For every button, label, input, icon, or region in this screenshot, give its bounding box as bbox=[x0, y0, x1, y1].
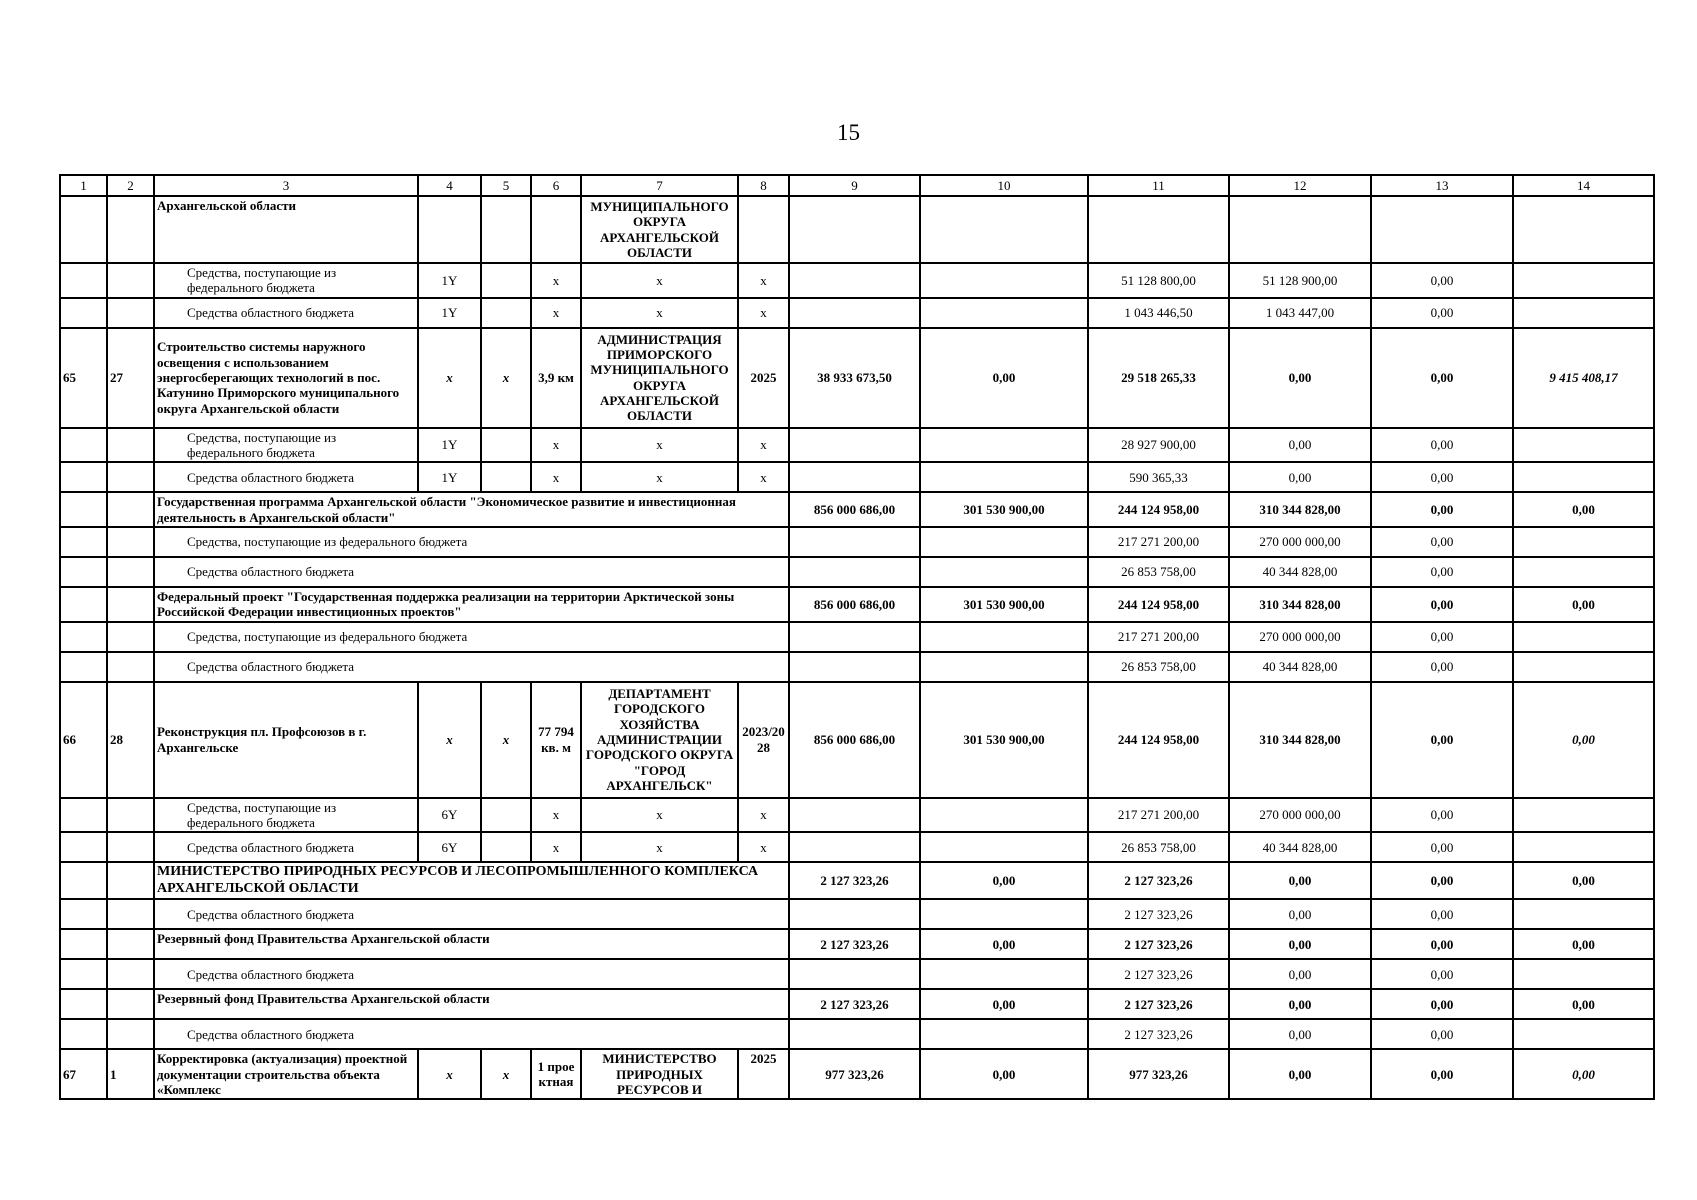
table-cell: 0,00 bbox=[1371, 328, 1513, 428]
table-cell: 2025 bbox=[738, 1049, 789, 1099]
table-cell: x bbox=[481, 1049, 531, 1099]
table-cell: 0,00 bbox=[920, 929, 1088, 959]
table-cell: x bbox=[531, 798, 581, 833]
empty-cell bbox=[920, 1019, 1088, 1049]
table-cell: 310 344 828,00 bbox=[1229, 682, 1371, 798]
col-header: 4 bbox=[418, 175, 481, 196]
empty-cell bbox=[920, 298, 1088, 328]
object-name: Реконструкция пл. Профсоюзов в г. Архангельске bbox=[154, 682, 418, 798]
empty-cell bbox=[107, 557, 154, 587]
empty-cell bbox=[60, 929, 107, 959]
table-cell: x bbox=[738, 798, 789, 833]
table-cell: 244 124 958,00 bbox=[1088, 587, 1229, 622]
table-cell: x bbox=[738, 298, 789, 328]
table-cell: 977 323,26 bbox=[1088, 1049, 1229, 1099]
row-number: 66 bbox=[60, 682, 107, 798]
table-cell: 0,00 bbox=[1371, 263, 1513, 298]
table-cell: x bbox=[738, 263, 789, 298]
col-header: 12 bbox=[1229, 175, 1371, 196]
table-row bbox=[60, 862, 1654, 899]
table-cell: 0,00 bbox=[920, 989, 1088, 1019]
empty-cell bbox=[920, 959, 1088, 989]
table-cell: 590 365,33 bbox=[1088, 462, 1229, 492]
empty-cell bbox=[481, 298, 531, 328]
object-name: Архангельской области bbox=[154, 196, 418, 263]
empty-cell bbox=[1513, 798, 1654, 833]
table-cell: x bbox=[531, 832, 581, 862]
table-cell: 856 000 686,00 bbox=[789, 492, 920, 527]
funding-source: Средства областного бюджета bbox=[154, 298, 418, 328]
empty-cell bbox=[60, 622, 107, 652]
table-cell: 0,00 bbox=[1229, 899, 1371, 929]
empty-cell bbox=[107, 527, 154, 557]
empty-cell bbox=[789, 527, 920, 557]
empty-cell bbox=[481, 798, 531, 833]
col-header: 2 bbox=[107, 175, 154, 196]
table-cell: 0,00 bbox=[1371, 959, 1513, 989]
table-cell: 2 127 323,26 bbox=[789, 929, 920, 959]
table-cell: 0,00 bbox=[1371, 929, 1513, 959]
empty-cell bbox=[60, 862, 107, 899]
table-cell: 28 927 900,00 bbox=[1088, 428, 1229, 463]
table-cell: 6Y bbox=[418, 798, 481, 833]
table-cell: Средства областного бюджета bbox=[154, 1019, 789, 1049]
table-cell: 2 127 323,26 bbox=[789, 989, 920, 1019]
program-title: Государственная программа Архангельской области "Экономическое развитие и инвестиционная деятельность в Архангельской области" bbox=[154, 492, 789, 527]
table-cell: 0,00 bbox=[1513, 862, 1654, 899]
table-cell: Средства, поступающие из федерального бюджета bbox=[154, 527, 789, 557]
empty-cell bbox=[1513, 428, 1654, 463]
table-cell: 0,00 bbox=[1371, 462, 1513, 492]
table-cell: x bbox=[418, 1049, 481, 1099]
table-cell: 270 000 000,00 bbox=[1229, 622, 1371, 652]
empty-cell bbox=[1513, 959, 1654, 989]
empty-cell bbox=[107, 622, 154, 652]
table-cell: 0,00 bbox=[1371, 587, 1513, 622]
table-cell: 0,00 bbox=[1371, 622, 1513, 652]
table-cell: 26 853 758,00 bbox=[1088, 557, 1229, 587]
table-cell: x bbox=[738, 462, 789, 492]
empty-cell bbox=[107, 428, 154, 463]
object-name: Корректировка (актуализация) проектной документации строительства объекта «Комплекс bbox=[154, 1049, 418, 1099]
table-cell: Средства областного бюджета bbox=[154, 959, 789, 989]
table-cell: 0,00 bbox=[1371, 298, 1513, 328]
reserve-fund-title: Резервный фонд Правительства Архангельской области bbox=[154, 929, 789, 959]
table-cell: 856 000 686,00 bbox=[789, 587, 920, 622]
table-cell: 28 bbox=[107, 682, 154, 798]
customer: АДМИНИСТРАЦИЯ ПРИМОРСКОГО МУНИЦИПАЛЬНОГО ОКРУГА АРХАНГЕЛЬСКОЙ ОБЛАСТИ bbox=[581, 328, 738, 428]
table-row bbox=[60, 652, 1654, 682]
table-cell: Средства областного бюджета bbox=[154, 462, 418, 492]
empty-cell bbox=[1088, 196, 1229, 263]
empty-cell bbox=[920, 899, 1088, 929]
table-cell: x bbox=[418, 328, 481, 428]
row-number: 67 bbox=[60, 1049, 107, 1099]
empty-cell bbox=[107, 989, 154, 1019]
table-cell: 0,00 bbox=[1229, 462, 1371, 492]
table-row bbox=[60, 428, 1654, 463]
empty-cell bbox=[920, 527, 1088, 557]
table-cell: 27 bbox=[107, 328, 154, 428]
empty-cell bbox=[107, 1019, 154, 1049]
empty-cell bbox=[920, 798, 1088, 833]
ministry-title: МИНИСТЕРСТВО ПРИРОДНЫХ РЕСУРСОВ И ЛЕСОПРОМЫШЛЕННОГО КОМПЛЕКСА АРХАНГЕЛЬСКОЙ ОБЛАСТИ bbox=[154, 862, 789, 899]
empty-cell bbox=[1513, 832, 1654, 862]
empty-cell bbox=[789, 462, 920, 492]
empty-cell bbox=[60, 587, 107, 622]
col-header: 6 bbox=[531, 175, 581, 196]
customer: МИНИСТЕРСТВО ПРИРОДНЫХ РЕСУРСОВ И bbox=[581, 1049, 738, 1099]
table-cell: 310 344 828,00 bbox=[1229, 587, 1371, 622]
empty-cell bbox=[107, 652, 154, 682]
table-cell: 0,00 bbox=[1513, 682, 1654, 798]
table-cell: 856 000 686,00 bbox=[789, 682, 920, 798]
empty-cell bbox=[60, 196, 107, 263]
table-row bbox=[60, 527, 1654, 557]
table-cell: 977 323,26 bbox=[789, 1049, 920, 1099]
empty-cell bbox=[1513, 1019, 1654, 1049]
table-cell: 0,00 bbox=[1513, 492, 1654, 527]
empty-cell bbox=[1371, 196, 1513, 263]
table-row bbox=[60, 1019, 1654, 1049]
table-cell: 1Y bbox=[418, 298, 481, 328]
table-row bbox=[60, 587, 1654, 622]
table-cell: Средства, поступающие из федерального бюджета bbox=[154, 622, 789, 652]
empty-cell bbox=[481, 428, 531, 463]
empty-cell bbox=[920, 428, 1088, 463]
empty-cell bbox=[60, 428, 107, 463]
empty-cell bbox=[1513, 652, 1654, 682]
table-cell: 0,00 bbox=[1229, 1049, 1371, 1099]
table-cell: 0,00 bbox=[1513, 587, 1654, 622]
col-header: 5 bbox=[481, 175, 531, 196]
table-cell: 0,00 bbox=[1371, 899, 1513, 929]
col-header: 13 bbox=[1371, 175, 1513, 196]
table-cell: 217 271 200,00 bbox=[1088, 527, 1229, 557]
table-cell: x bbox=[581, 298, 738, 328]
project-title: Федеральный проект "Государственная поддержка реализации на территории Арктической зоны Российской Федерации инвестиционных проектов" bbox=[154, 587, 789, 622]
table-row bbox=[60, 298, 1654, 328]
col-header: 7 bbox=[581, 175, 738, 196]
table-cell: 0,00 bbox=[1371, 989, 1513, 1019]
table-row bbox=[60, 263, 1654, 298]
empty-cell bbox=[789, 959, 920, 989]
table-cell: x bbox=[531, 263, 581, 298]
empty-cell bbox=[60, 899, 107, 929]
empty-cell bbox=[1513, 622, 1654, 652]
table-cell: 26 853 758,00 bbox=[1088, 832, 1229, 862]
table-cell: 1 bbox=[107, 1049, 154, 1099]
table-row bbox=[60, 682, 1654, 798]
empty-cell bbox=[531, 196, 581, 263]
table-cell: x bbox=[738, 832, 789, 862]
table-cell: 0,00 bbox=[920, 328, 1088, 428]
empty-cell bbox=[789, 263, 920, 298]
table-cell: 0,00 bbox=[1229, 959, 1371, 989]
table-cell: 0,00 bbox=[1229, 929, 1371, 959]
empty-cell bbox=[60, 989, 107, 1019]
table-row bbox=[60, 989, 1654, 1019]
table-cell: 0,00 bbox=[920, 862, 1088, 899]
table-cell: 0,00 bbox=[1371, 1019, 1513, 1049]
table-cell: 0,00 bbox=[1229, 1019, 1371, 1049]
page-number: 15 bbox=[837, 120, 860, 145]
table-cell: 3,9 км bbox=[531, 328, 581, 428]
empty-cell bbox=[481, 196, 531, 263]
table-cell: 270 000 000,00 bbox=[1229, 527, 1371, 557]
empty-cell bbox=[60, 1019, 107, 1049]
empty-cell bbox=[1513, 527, 1654, 557]
table-cell: 0,00 bbox=[1229, 428, 1371, 463]
empty-cell bbox=[1513, 263, 1654, 298]
table-cell: 0,00 bbox=[1371, 682, 1513, 798]
code: 1Y bbox=[418, 263, 481, 298]
customer: ДЕПАРТАМЕНТ ГОРОДСКОГО ХОЗЯЙСТВА АДМИНИСТРАЦИИ ГОРОДСКОГО ОКРУГА "ГОРОД АРХАНГЕЛЬСК" bbox=[581, 682, 738, 798]
empty-cell bbox=[60, 298, 107, 328]
table-row bbox=[60, 959, 1654, 989]
table-row bbox=[60, 196, 1654, 263]
empty-cell bbox=[789, 798, 920, 833]
table-cell: x bbox=[581, 798, 738, 833]
table-cell: x bbox=[418, 682, 481, 798]
table-cell: Средства областного бюджета bbox=[154, 557, 789, 587]
empty-cell bbox=[789, 832, 920, 862]
empty-cell bbox=[1513, 462, 1654, 492]
table-cell: Средства областного бюджета bbox=[154, 899, 789, 929]
table-row bbox=[60, 832, 1654, 862]
table-row bbox=[60, 798, 1654, 833]
empty-cell bbox=[920, 196, 1088, 263]
table-cell: 40 344 828,00 bbox=[1229, 832, 1371, 862]
table-cell: 2 127 323,26 bbox=[1088, 959, 1229, 989]
empty-cell bbox=[107, 959, 154, 989]
empty-cell bbox=[107, 862, 154, 899]
customer: МУНИЦИПАЛЬНОГО ОКРУГА АРХАНГЕЛЬСКОЙ ОБЛАСТИ bbox=[581, 196, 738, 263]
empty-cell bbox=[789, 622, 920, 652]
table-cell: x bbox=[481, 682, 531, 798]
col-header: 14 bbox=[1513, 175, 1654, 196]
table-cell: 6Y bbox=[418, 832, 481, 862]
table-cell: x bbox=[531, 462, 581, 492]
row-number: 65 bbox=[60, 328, 107, 428]
empty-cell bbox=[920, 652, 1088, 682]
table-cell: 2023/2028 bbox=[738, 682, 789, 798]
empty-cell bbox=[1229, 196, 1371, 263]
empty-cell bbox=[60, 462, 107, 492]
table-cell: 2 127 323,26 bbox=[1088, 989, 1229, 1019]
column-number-row bbox=[60, 175, 1654, 196]
table-cell: 77 794 кв. м bbox=[531, 682, 581, 798]
empty-cell bbox=[920, 263, 1088, 298]
table-cell: x bbox=[581, 263, 738, 298]
table-cell: 0,00 bbox=[920, 1049, 1088, 1099]
table-row bbox=[60, 899, 1654, 929]
budget-table bbox=[59, 174, 1655, 1100]
table-cell: 244 124 958,00 bbox=[1088, 492, 1229, 527]
table-cell: x bbox=[581, 832, 738, 862]
table-row bbox=[60, 492, 1654, 527]
table-cell: 0,00 bbox=[1371, 527, 1513, 557]
table-cell: 1 043 446,50 bbox=[1088, 298, 1229, 328]
reserve-fund-title: Резервный фонд Правительства Архангельской области bbox=[154, 989, 789, 1019]
table-cell: 40 344 828,00 bbox=[1229, 557, 1371, 587]
empty-cell bbox=[789, 196, 920, 263]
table-cell: Средства, поступающие из федерального бюджета bbox=[154, 798, 418, 833]
table-cell: x bbox=[531, 428, 581, 463]
empty-cell bbox=[789, 298, 920, 328]
funding-source: Средства, поступающие из федерального бюджета bbox=[154, 263, 418, 298]
table-row bbox=[60, 462, 1654, 492]
table-cell: 2 127 323,26 bbox=[789, 862, 920, 899]
table-cell: 217 271 200,00 bbox=[1088, 622, 1229, 652]
empty-cell bbox=[60, 263, 107, 298]
empty-cell bbox=[789, 1019, 920, 1049]
empty-cell bbox=[107, 798, 154, 833]
object-name: Строительство системы наружного освещения с использованием энергосберегающих технологий в пос. Катунино Приморского муниципального округа Архангельской области bbox=[154, 328, 418, 428]
table-cell: 301 530 900,00 bbox=[920, 587, 1088, 622]
empty-cell bbox=[60, 652, 107, 682]
empty-cell bbox=[920, 462, 1088, 492]
empty-cell bbox=[481, 832, 531, 862]
empty-cell bbox=[1513, 298, 1654, 328]
empty-cell bbox=[418, 196, 481, 263]
empty-cell bbox=[107, 832, 154, 862]
table-cell: 1 проектная bbox=[531, 1049, 581, 1099]
empty-cell bbox=[789, 557, 920, 587]
col-header: 8 bbox=[738, 175, 789, 196]
table-cell: x bbox=[738, 428, 789, 463]
empty-cell bbox=[107, 929, 154, 959]
col-header: 3 bbox=[154, 175, 418, 196]
table-row bbox=[60, 622, 1654, 652]
table-cell: 40 344 828,00 bbox=[1229, 652, 1371, 682]
table-row bbox=[60, 328, 1654, 428]
table-cell: x bbox=[531, 298, 581, 328]
empty-cell bbox=[107, 899, 154, 929]
table-cell: x bbox=[481, 328, 531, 428]
table-cell: 51 128 800,00 bbox=[1088, 263, 1229, 298]
table-cell: Средства областного бюджета bbox=[154, 652, 789, 682]
table-cell: 310 344 828,00 bbox=[1229, 492, 1371, 527]
table-row bbox=[60, 557, 1654, 587]
table-cell: 0,00 bbox=[1371, 652, 1513, 682]
empty-cell bbox=[920, 622, 1088, 652]
table-cell: 2 127 323,26 bbox=[1088, 862, 1229, 899]
empty-cell bbox=[738, 196, 789, 263]
empty-cell bbox=[481, 462, 531, 492]
empty-cell bbox=[60, 492, 107, 527]
table-cell: 0,00 bbox=[1371, 428, 1513, 463]
table-cell: 0,00 bbox=[1371, 492, 1513, 527]
table-row bbox=[60, 1049, 1654, 1099]
table-row bbox=[60, 929, 1654, 959]
empty-cell bbox=[920, 557, 1088, 587]
table-cell: x bbox=[581, 462, 738, 492]
empty-cell bbox=[107, 587, 154, 622]
table-cell: 301 530 900,00 bbox=[920, 492, 1088, 527]
empty-cell bbox=[1513, 557, 1654, 587]
empty-cell bbox=[60, 959, 107, 989]
table-cell: x bbox=[581, 428, 738, 463]
table-cell: 38 933 673,50 bbox=[789, 328, 920, 428]
table-cell: Средства, поступающие из федерального бюджета bbox=[154, 428, 418, 463]
table-cell: 0,00 bbox=[1229, 862, 1371, 899]
empty-cell bbox=[481, 263, 531, 298]
table-cell: 0,00 bbox=[1371, 1049, 1513, 1099]
table-cell: 26 853 758,00 bbox=[1088, 652, 1229, 682]
table-cell: 0,00 bbox=[1513, 989, 1654, 1019]
empty-cell bbox=[60, 798, 107, 833]
col-header: 1 bbox=[60, 175, 107, 196]
table-cell: 2 127 323,26 bbox=[1088, 929, 1229, 959]
table-cell: 270 000 000,00 bbox=[1229, 798, 1371, 833]
empty-cell bbox=[107, 263, 154, 298]
table-cell: 29 518 265,33 bbox=[1088, 328, 1229, 428]
col-header: 9 bbox=[789, 175, 920, 196]
empty-cell bbox=[60, 557, 107, 587]
table-cell: 0,00 bbox=[1229, 989, 1371, 1019]
col-header: 10 bbox=[920, 175, 1088, 196]
table-cell: 0,00 bbox=[1513, 1049, 1654, 1099]
table-cell: 2025 bbox=[738, 328, 789, 428]
table-cell: 0,00 bbox=[1513, 929, 1654, 959]
empty-cell bbox=[60, 832, 107, 862]
empty-cell bbox=[107, 492, 154, 527]
table-cell: 0,00 bbox=[1371, 832, 1513, 862]
table-cell: 1Y bbox=[418, 462, 481, 492]
table-cell: 51 128 900,00 bbox=[1229, 263, 1371, 298]
table-cell: 2 127 323,26 bbox=[1088, 1019, 1229, 1049]
table-cell: 301 530 900,00 bbox=[920, 682, 1088, 798]
empty-cell bbox=[1513, 899, 1654, 929]
empty-cell bbox=[789, 652, 920, 682]
col-header: 11 bbox=[1088, 175, 1229, 196]
table-cell: 0,00 bbox=[1371, 862, 1513, 899]
table-cell: 0,00 bbox=[1229, 328, 1371, 428]
empty-cell bbox=[60, 527, 107, 557]
empty-cell bbox=[107, 462, 154, 492]
table-cell: 0,00 bbox=[1371, 798, 1513, 833]
empty-cell bbox=[107, 298, 154, 328]
table-cell: 2 127 323,26 bbox=[1088, 899, 1229, 929]
table-cell: 244 124 958,00 bbox=[1088, 682, 1229, 798]
table-cell: 1 043 447,00 bbox=[1229, 298, 1371, 328]
empty-cell bbox=[920, 832, 1088, 862]
table-cell: 0,00 bbox=[1371, 557, 1513, 587]
table-cell: 217 271 200,00 bbox=[1088, 798, 1229, 833]
table-cell: Средства областного бюджета bbox=[154, 832, 418, 862]
table-cell: 1Y bbox=[418, 428, 481, 463]
empty-cell bbox=[789, 428, 920, 463]
empty-cell bbox=[1513, 196, 1654, 263]
empty-cell bbox=[789, 899, 920, 929]
empty-cell bbox=[107, 196, 154, 263]
table-cell: 9 415 408,17 bbox=[1513, 328, 1654, 428]
